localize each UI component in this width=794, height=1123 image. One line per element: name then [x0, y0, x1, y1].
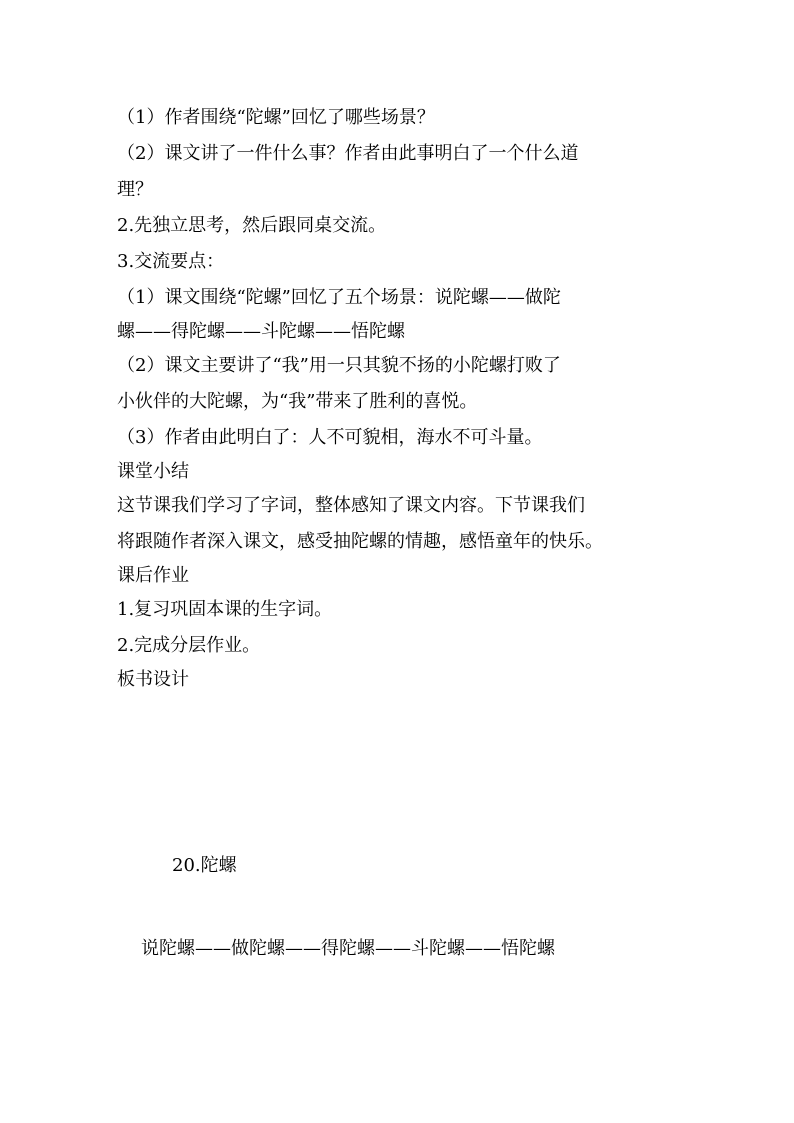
section-heading-summary: 课堂小结 — [117, 461, 189, 482]
point-1: （1）课文围绕“陀螺”回忆了五个场景：说陀螺——做陀 — [117, 287, 561, 308]
homework-item-2: 2.完成分层作业。 — [117, 635, 261, 656]
summary-text: 这节课我们学习了字词，整体感知了课文内容。下节课我们 — [117, 495, 585, 516]
step-2: 2.先独立思考，然后跟同桌交流。 — [117, 215, 387, 236]
point-3: （3）作者由此明白了：人不可貌相，海水不可斗量。 — [117, 427, 543, 448]
point-1-continued: 螺——得陀螺——斗陀螺——悟陀螺 — [117, 321, 405, 342]
section-heading-board: 板书设计 — [117, 669, 189, 690]
question-1: （1）作者围绕“陀螺”回忆了哪些场景？ — [117, 107, 435, 128]
board-flow: 说陀螺——做陀螺——得陀螺——斗陀螺——悟陀螺 — [141, 938, 555, 959]
question-2-continued: 理？ — [117, 179, 153, 200]
lesson-content — [117, 100, 677, 696]
board-title: 20.陀螺 — [172, 855, 237, 876]
step-3-heading: 3.交流要点： — [117, 251, 225, 272]
summary-text-continued: 将跟随作者深入课文，感受抽陀螺的情趣，感悟童年的快乐。 — [117, 531, 603, 552]
point-2-continued: 小伙伴的大陀螺，为“我”带来了胜利的喜悦。 — [117, 391, 478, 412]
section-heading-homework: 课后作业 — [117, 565, 189, 586]
homework-item-1: 1.复习巩固本课的生字词。 — [117, 599, 333, 620]
point-2: （2）课文主要讲了“我”用一只其貌不扬的小陀螺打败了 — [117, 355, 561, 376]
question-2: （2）课文讲了一件什么事？作者由此事明白了一个什么道 — [117, 143, 579, 164]
